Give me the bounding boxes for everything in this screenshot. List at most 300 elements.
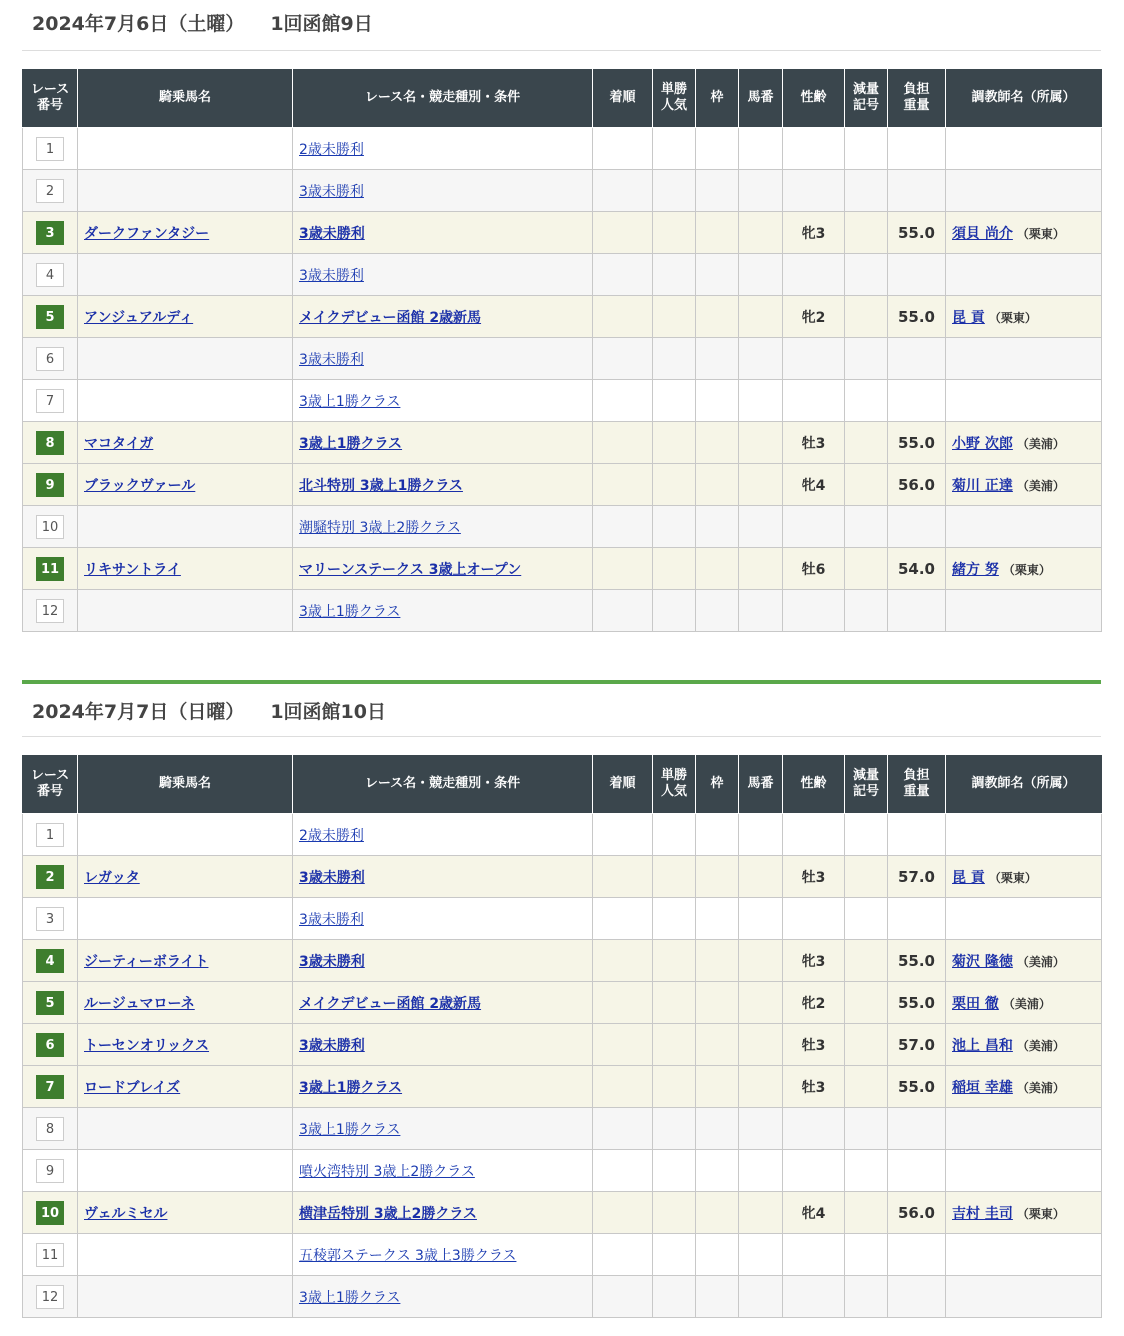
horse-cell <box>78 982 293 1024</box>
race-name-cell <box>293 212 593 254</box>
weight-cell <box>888 1234 946 1276</box>
finish-cell <box>593 464 653 506</box>
reduction-cell <box>845 982 888 1024</box>
trainer-affiliation: （栗東） <box>988 310 1037 325</box>
race-row <box>23 506 1102 548</box>
race-link[interactable]: 3歳未勝利 <box>299 869 365 886</box>
sex-age-cell <box>783 506 845 548</box>
trainer-affiliation: （栗東） <box>1016 1206 1065 1221</box>
popularity-cell <box>653 856 696 898</box>
popularity-cell <box>653 1066 696 1108</box>
finish-cell <box>593 1066 653 1108</box>
race-number-badge: 1 <box>36 137 64 161</box>
race-name-cell <box>293 814 593 856</box>
horse-cell <box>78 170 293 212</box>
race-number-badge: 11 <box>36 557 64 581</box>
race-link[interactable]: メイクデビュー函館 2歳新馬 <box>299 995 482 1012</box>
race-number-badge: 8 <box>36 1117 64 1141</box>
race-name-cell <box>293 1108 593 1150</box>
sex-age-cell: 牡3 <box>783 856 845 898</box>
weight-cell: 56.0 <box>888 1192 946 1234</box>
horse-cell <box>78 898 293 940</box>
frame-cell <box>696 254 739 296</box>
reduction-cell <box>845 856 888 898</box>
trainer-cell <box>946 422 1102 464</box>
race-link[interactable]: 3歳上1勝クラス <box>299 1121 401 1138</box>
frame-cell <box>696 170 739 212</box>
race-number-cell <box>23 170 78 212</box>
weight-cell: 55.0 <box>888 296 946 338</box>
day-meeting: 1回函館9日 <box>270 13 373 35</box>
horse-no-cell <box>739 380 783 422</box>
finish-cell <box>593 590 653 632</box>
race-number-badge: 11 <box>36 1243 64 1267</box>
horse-link[interactable]: ルージュマローネ <box>84 995 195 1012</box>
day-section-2 <box>22 680 1101 1318</box>
horse-link[interactable]: ジーティーボライト <box>84 953 209 970</box>
race-number-badge: 6 <box>36 347 64 371</box>
finish-cell <box>593 506 653 548</box>
day-meeting: 1回函館10日 <box>270 701 386 723</box>
race-name-cell <box>293 856 593 898</box>
trainer-link[interactable]: 池上 昌和 <box>952 1037 1013 1054</box>
race-number-badge: 7 <box>36 1075 64 1099</box>
race-name-cell <box>293 1066 593 1108</box>
race-number-cell <box>23 254 78 296</box>
weight-cell: 55.0 <box>888 212 946 254</box>
race-number-cell <box>23 1192 78 1234</box>
race-name-cell <box>293 170 593 212</box>
reduction-cell <box>845 814 888 856</box>
sex-age-cell: 牝3 <box>783 212 845 254</box>
horse-link[interactable]: レガッタ <box>84 869 140 886</box>
frame-cell <box>696 590 739 632</box>
race-link[interactable]: 3歳未勝利 <box>299 225 365 242</box>
finish-cell <box>593 212 653 254</box>
frame-cell <box>696 548 739 590</box>
trainer-cell <box>946 940 1102 982</box>
horse-no-cell <box>739 296 783 338</box>
horse-link[interactable]: トーセンオリックス <box>84 1037 210 1054</box>
race-row <box>23 1234 1102 1276</box>
race-row <box>23 940 1102 982</box>
trainer-cell <box>946 548 1102 590</box>
sex-age-cell <box>783 1234 845 1276</box>
race-number-badge: 2 <box>36 865 64 889</box>
frame-cell <box>696 1276 739 1318</box>
weight-cell: 55.0 <box>888 940 946 982</box>
popularity-cell <box>653 1024 696 1066</box>
race-number-cell <box>23 296 78 338</box>
popularity-cell <box>653 296 696 338</box>
horse-no-cell <box>739 548 783 590</box>
horse-link[interactable]: ヴェルミセル <box>84 1205 168 1222</box>
day-title <box>22 0 1101 51</box>
trainer-affiliation: （美浦） <box>1016 1038 1065 1053</box>
trainer-affiliation: （美浦） <box>1016 436 1065 451</box>
header-horse: 騎乗馬名 <box>78 755 293 814</box>
race-number-cell <box>23 1024 78 1066</box>
frame-cell <box>696 422 739 464</box>
race-link[interactable]: メイクデビュー函館 2歳新馬 <box>299 309 482 326</box>
race-number-badge: 3 <box>36 907 64 931</box>
frame-cell <box>696 898 739 940</box>
race-link[interactable]: 3歳未勝利 <box>299 953 365 970</box>
reduction-cell <box>845 296 888 338</box>
horse-link[interactable]: マコタイガ <box>84 435 154 452</box>
sex-age-cell <box>783 1276 845 1318</box>
trainer-cell <box>946 814 1102 856</box>
trainer-link[interactable]: 小野 次郎 <box>952 435 1013 452</box>
sex-age-cell <box>783 590 845 632</box>
reduction-cell <box>845 422 888 464</box>
horse-cell <box>78 1108 293 1150</box>
reduction-cell <box>845 1024 888 1066</box>
weight-cell <box>888 590 946 632</box>
horse-no-cell <box>739 170 783 212</box>
trainer-link[interactable]: 緒方 努 <box>952 561 999 578</box>
horse-link[interactable]: アンジュアルディ <box>84 309 194 326</box>
horse-link[interactable]: ロードブレイズ <box>84 1079 181 1096</box>
trainer-link[interactable]: 昆 貢 <box>952 869 985 886</box>
race-number-badge: 12 <box>36 599 64 623</box>
reduction-cell <box>845 128 888 170</box>
reduction-cell <box>845 1150 888 1192</box>
header-sex-age: 性齢 <box>783 69 845 128</box>
header-race-name: レース名・競走種別・条件 <box>293 755 593 814</box>
frame-cell <box>696 296 739 338</box>
finish-cell <box>593 548 653 590</box>
horse-cell <box>78 464 293 506</box>
race-number-cell <box>23 940 78 982</box>
race-row <box>23 422 1102 464</box>
weight-cell: 56.0 <box>888 464 946 506</box>
race-number-badge: 10 <box>36 1201 64 1225</box>
trainer-cell <box>946 1276 1102 1318</box>
sex-age-cell: 牝2 <box>783 296 845 338</box>
horse-cell <box>78 1024 293 1066</box>
day-date: 2024年7月7日（日曜） <box>32 701 245 723</box>
sex-age-cell <box>783 338 845 380</box>
horse-cell <box>78 212 293 254</box>
horse-no-cell <box>739 254 783 296</box>
trainer-link[interactable]: 栗田 徹 <box>952 995 999 1012</box>
popularity-cell <box>653 212 696 254</box>
trainer-cell <box>946 898 1102 940</box>
race-row <box>23 1192 1102 1234</box>
trainer-cell <box>946 464 1102 506</box>
race-number-badge: 7 <box>36 389 64 413</box>
trainer-link[interactable]: 稲垣 幸雄 <box>952 1079 1013 1096</box>
horse-cell <box>78 856 293 898</box>
finish-cell <box>593 1192 653 1234</box>
race-number-badge: 8 <box>36 431 64 455</box>
horse-cell <box>78 1234 293 1276</box>
horse-no-cell <box>739 1024 783 1066</box>
weight-cell <box>888 254 946 296</box>
race-number-cell <box>23 1066 78 1108</box>
trainer-link[interactable]: 菊川 正達 <box>952 477 1013 494</box>
race-row <box>23 1066 1102 1108</box>
weight-cell: 54.0 <box>888 548 946 590</box>
frame-cell <box>696 128 739 170</box>
race-number-badge: 2 <box>36 179 64 203</box>
race-name-cell <box>293 1024 593 1066</box>
popularity-cell <box>653 254 696 296</box>
header-horse: 騎乗馬名 <box>78 69 293 128</box>
popularity-cell <box>653 1192 696 1234</box>
race-link[interactable]: 3歳未勝利 <box>299 911 364 928</box>
header-trainer: 調教師名（所属） <box>946 755 1102 814</box>
horse-no-cell <box>739 506 783 548</box>
race-name-cell <box>293 982 593 1024</box>
reduction-cell <box>845 254 888 296</box>
header-popularity: 単勝 人気 <box>653 755 696 814</box>
race-name-cell <box>293 940 593 982</box>
race-link[interactable]: 3歳未勝利 <box>299 183 364 200</box>
horse-link[interactable]: リキサントライ <box>84 561 181 578</box>
finish-cell <box>593 128 653 170</box>
trainer-cell <box>946 254 1102 296</box>
reduction-cell <box>845 1234 888 1276</box>
sex-age-cell <box>783 1108 845 1150</box>
race-name-cell <box>293 898 593 940</box>
horse-link[interactable]: ダークファンタジー <box>84 225 210 242</box>
reduction-cell <box>845 170 888 212</box>
sex-age-cell: 牝4 <box>783 1192 845 1234</box>
horse-cell <box>78 1066 293 1108</box>
popularity-cell <box>653 170 696 212</box>
race-name-cell <box>293 590 593 632</box>
header-popularity: 単勝 人気 <box>653 69 696 128</box>
header-frame: 枠 <box>696 69 739 128</box>
horse-cell <box>78 1150 293 1192</box>
popularity-cell <box>653 380 696 422</box>
race-number-badge: 10 <box>36 515 64 539</box>
finish-cell <box>593 1234 653 1276</box>
frame-cell <box>696 1192 739 1234</box>
horse-no-cell <box>739 422 783 464</box>
trainer-link[interactable]: 吉村 圭司 <box>952 1205 1013 1222</box>
race-number-cell <box>23 1276 78 1318</box>
header-horse-no: 馬番 <box>739 755 783 814</box>
race-row <box>23 296 1102 338</box>
race-row <box>23 212 1102 254</box>
sex-age-cell: 牝4 <box>783 464 845 506</box>
frame-cell <box>696 1066 739 1108</box>
trainer-affiliation: （栗東） <box>1002 562 1051 577</box>
weight-cell <box>888 814 946 856</box>
weight-cell <box>888 898 946 940</box>
header-trainer: 調教師名（所属） <box>946 69 1102 128</box>
trainer-cell <box>946 380 1102 422</box>
horse-no-cell <box>739 1192 783 1234</box>
race-row <box>23 856 1102 898</box>
race-link[interactable]: 噴火湾特別 3歳上2勝クラス <box>299 1163 475 1180</box>
popularity-cell <box>653 590 696 632</box>
reduction-cell <box>845 940 888 982</box>
horse-no-cell <box>739 1150 783 1192</box>
race-name-cell <box>293 1276 593 1318</box>
race-row <box>23 170 1102 212</box>
horse-cell <box>78 1276 293 1318</box>
race-number-badge: 1 <box>36 823 64 847</box>
sex-age-cell <box>783 170 845 212</box>
race-row <box>23 380 1102 422</box>
weight-cell <box>888 380 946 422</box>
trainer-cell <box>946 982 1102 1024</box>
race-name-cell <box>293 1150 593 1192</box>
finish-cell <box>593 940 653 982</box>
horse-no-cell <box>739 1066 783 1108</box>
weight-cell: 57.0 <box>888 856 946 898</box>
sex-age-cell <box>783 814 845 856</box>
header-reduction: 減量 記号 <box>845 69 888 128</box>
race-number-cell <box>23 338 78 380</box>
race-link[interactable]: 3歳未勝利 <box>299 1037 365 1054</box>
race-number-cell <box>23 464 78 506</box>
sex-age-cell: 牡3 <box>783 422 845 464</box>
header-reduction: 減量 記号 <box>845 755 888 814</box>
weight-cell <box>888 1276 946 1318</box>
race-name-cell <box>293 1234 593 1276</box>
horse-no-cell <box>739 898 783 940</box>
race-name-cell <box>293 1192 593 1234</box>
sex-age-cell <box>783 128 845 170</box>
trainer-cell <box>946 338 1102 380</box>
header-row <box>23 69 1102 128</box>
frame-cell <box>696 1024 739 1066</box>
popularity-cell <box>653 1276 696 1318</box>
race-number-cell <box>23 1108 78 1150</box>
race-link[interactable]: 3歳上1勝クラス <box>299 435 403 452</box>
horse-cell <box>78 338 293 380</box>
race-link[interactable]: 北斗特別 3歳上1勝クラス <box>299 477 463 494</box>
race-number-cell <box>23 898 78 940</box>
trainer-affiliation: （美浦） <box>1016 478 1065 493</box>
race-link[interactable]: 3歳上1勝クラス <box>299 1289 401 1306</box>
race-link[interactable]: マリーンステークス 3歳上オープン <box>299 561 522 578</box>
race-link[interactable]: 2歳未勝利 <box>299 141 364 158</box>
finish-cell <box>593 170 653 212</box>
race-link[interactable]: 五稜郭ステークス 3歳上3勝クラス <box>299 1247 517 1264</box>
race-row <box>23 548 1102 590</box>
header-sex-age: 性齢 <box>783 755 845 814</box>
race-number-badge: 3 <box>36 221 64 245</box>
trainer-affiliation: （栗東） <box>988 870 1037 885</box>
race-row <box>23 464 1102 506</box>
reduction-cell <box>845 506 888 548</box>
day-date: 2024年7月6日（土曜） <box>32 13 245 35</box>
horse-cell <box>78 254 293 296</box>
frame-cell <box>696 1234 739 1276</box>
trainer-link[interactable]: 昆 貢 <box>952 309 985 326</box>
race-number-cell <box>23 128 78 170</box>
popularity-cell <box>653 1108 696 1150</box>
finish-cell <box>593 1150 653 1192</box>
popularity-cell <box>653 814 696 856</box>
race-link[interactable]: 横津岳特別 3歳上2勝クラス <box>299 1205 477 1222</box>
trainer-cell <box>946 212 1102 254</box>
header-row <box>23 755 1102 814</box>
race-number-cell <box>23 506 78 548</box>
race-row <box>23 982 1102 1024</box>
trainer-link[interactable]: 須貝 尚介 <box>952 225 1013 242</box>
race-number-cell <box>23 1150 78 1192</box>
finish-cell <box>593 254 653 296</box>
finish-cell <box>593 856 653 898</box>
trainer-cell <box>946 1192 1102 1234</box>
reduction-cell <box>845 590 888 632</box>
reduction-cell <box>845 1276 888 1318</box>
race-link[interactable]: 潮騒特別 3歳上2勝クラス <box>299 519 461 536</box>
finish-cell <box>593 898 653 940</box>
frame-cell <box>696 212 739 254</box>
horse-link[interactable]: ブラックヴァール <box>84 477 196 494</box>
horse-cell <box>78 940 293 982</box>
header-weight: 負担 重量 <box>888 755 946 814</box>
horse-no-cell <box>739 1108 783 1150</box>
race-link[interactable]: 3歳上1勝クラス <box>299 393 401 410</box>
horse-cell <box>78 1192 293 1234</box>
horse-no-cell <box>739 128 783 170</box>
frame-cell <box>696 982 739 1024</box>
popularity-cell <box>653 464 696 506</box>
race-number-badge: 6 <box>36 1033 64 1057</box>
trainer-link[interactable]: 菊沢 隆徳 <box>952 953 1013 970</box>
race-number-cell <box>23 548 78 590</box>
sex-age-cell: 牡3 <box>783 1024 845 1066</box>
horse-no-cell <box>739 982 783 1024</box>
trainer-cell <box>946 128 1102 170</box>
sex-age-cell <box>783 898 845 940</box>
horse-cell <box>78 548 293 590</box>
race-name-cell <box>293 506 593 548</box>
header-frame: 枠 <box>696 755 739 814</box>
race-number-cell <box>23 212 78 254</box>
race-number-badge: 12 <box>36 1285 64 1309</box>
frame-cell <box>696 1150 739 1192</box>
finish-cell <box>593 296 653 338</box>
reduction-cell <box>845 338 888 380</box>
race-link[interactable]: 3歳未勝利 <box>299 267 364 284</box>
race-name-cell <box>293 422 593 464</box>
race-row <box>23 898 1102 940</box>
trainer-affiliation: （美浦） <box>1016 954 1065 969</box>
trainer-affiliation: （美浦） <box>1002 996 1051 1011</box>
race-row <box>23 338 1102 380</box>
race-link[interactable]: 3歳上1勝クラス <box>299 603 401 620</box>
horse-no-cell <box>739 1276 783 1318</box>
race-link[interactable]: 3歳上1勝クラス <box>299 1079 403 1096</box>
reduction-cell <box>845 212 888 254</box>
trainer-cell <box>946 1024 1102 1066</box>
race-link[interactable]: 2歳未勝利 <box>299 827 364 844</box>
race-number-cell <box>23 590 78 632</box>
race-name-cell <box>293 254 593 296</box>
frame-cell <box>696 1108 739 1150</box>
race-number-cell <box>23 380 78 422</box>
race-link[interactable]: 3歳未勝利 <box>299 351 364 368</box>
frame-cell <box>696 856 739 898</box>
race-table <box>22 69 1102 632</box>
trainer-cell <box>946 1108 1102 1150</box>
finish-cell <box>593 422 653 464</box>
frame-cell <box>696 338 739 380</box>
weight-cell: 55.0 <box>888 1066 946 1108</box>
reduction-cell <box>845 1108 888 1150</box>
weight-cell: 55.0 <box>888 422 946 464</box>
